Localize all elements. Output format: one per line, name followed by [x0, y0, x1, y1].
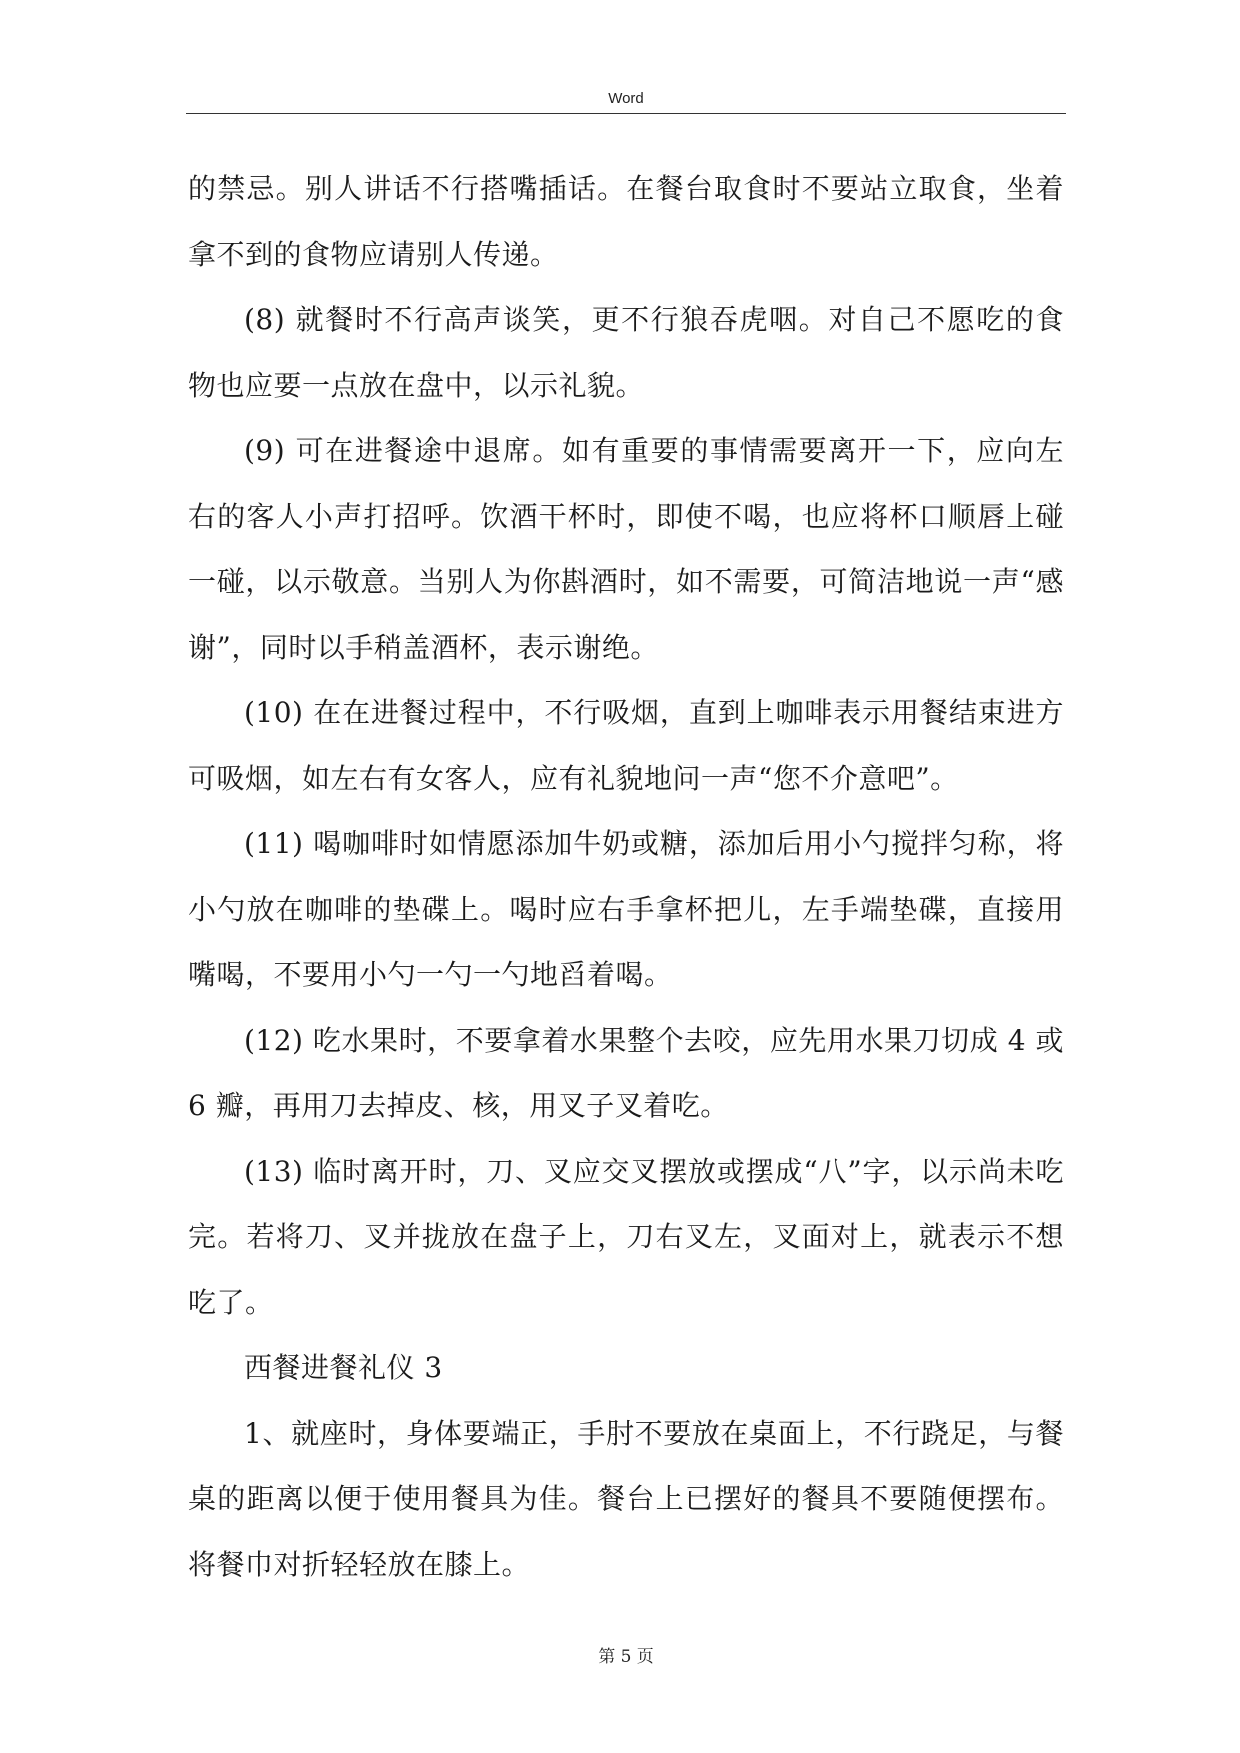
document-body: [188, 156, 1064, 1597]
paragraph-7: (13) 临时离开时，刀、叉应交叉摆放或摆成“八”字，以示尚未吃完。若将刀、叉并拢放在盘子上，刀右叉左，叉面对上，就表示不想吃了。: [188, 1154, 1064, 1319]
header-divider: [186, 113, 1066, 114]
paragraph-6: (12) 吃水果时，不要拿着水果整个去咬，应先用水果刀切成 4 或 6 瓣，再用刀去掉皮、核，用叉子叉着吃。: [188, 1023, 1064, 1122]
paragraph-5: (11) 喝咖啡时如情愿添加牛奶或糖，添加后用小勺搅拌匀称，将小勺放在咖啡的垫碟上。喝时应右手拿杯把儿，左手端垫碟，直接用嘴喝，不要用小勺一勺一勺地舀着喝。: [188, 827, 1064, 991]
section-heading: 西餐进餐礼仪 3: [244, 1351, 443, 1384]
paragraph-9: 1、就座时，身体要端正，手肘不要放在桌面上，不行跷足，与餐桌的距离以便于使用餐具为佳。餐台上已摆好的餐具不要随便摆布。将餐巾对折轻轻放在膝上。: [188, 1416, 1064, 1581]
paragraph-1: 的禁忌。别人讲话不行搭嘴插话。在餐台取食时不要站立取食，坐着拿不到的食物应请别人传递。: [188, 172, 1064, 271]
paragraph-3: (9) 可在进餐途中退席。如有重要的事情需要离开一下，应向左右的客人小声打招呼。饮酒干杯时，即使不喝，也应将杯口顺唇上碰一碰，以示敬意。当别人为你斟酒时，如不需要，可简洁地说一声“感谢”，同时以手稍盖酒杯，表示谢绝。: [188, 434, 1064, 664]
paragraph-4: (10) 在在进餐过程中，不行吸烟，直到上咖啡表示用餐结束进方可吸烟，如左右有女客人，应有礼貌地问一声“您不介意吧”。: [188, 696, 1064, 795]
paragraph-2: (8) 就餐时不行高声谈笑，更不行狼吞虎咽。对自己不愿吃的食物也应要一点放在盘中，以示礼貌。: [188, 303, 1064, 402]
page-number: 第 5 页: [598, 1647, 654, 1667]
page-header: Word: [608, 90, 644, 107]
